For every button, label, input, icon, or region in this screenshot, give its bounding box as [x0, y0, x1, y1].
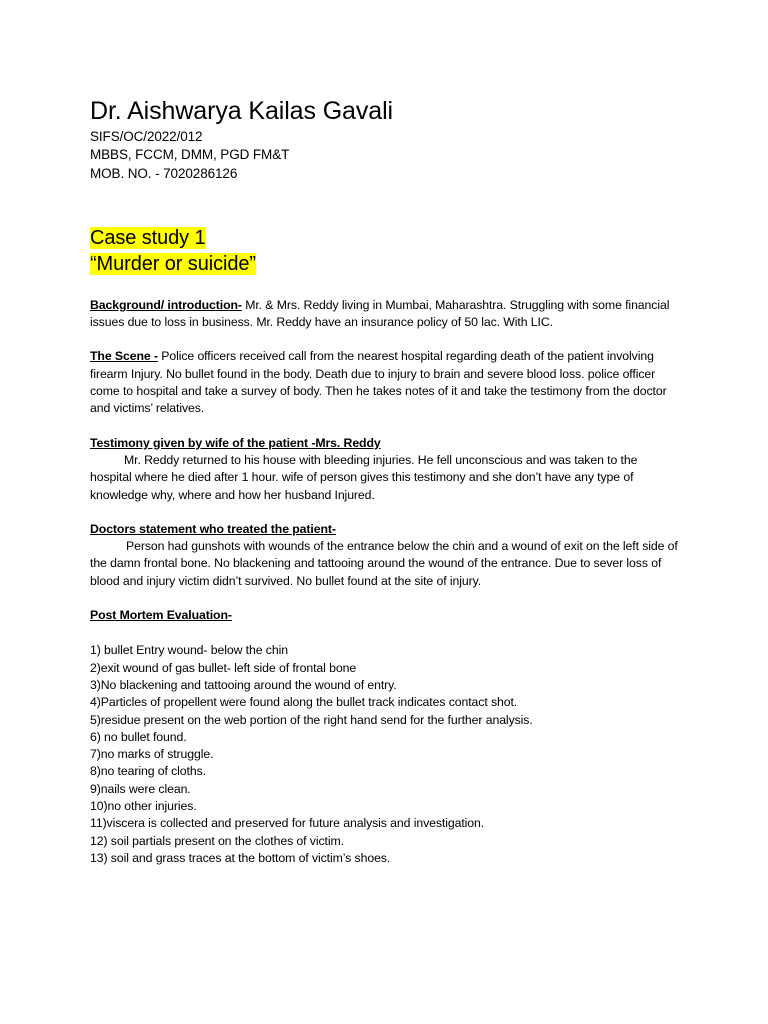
case-title-block: [90, 225, 680, 277]
list-item: 7)no marks of struggle.: [90, 747, 214, 762]
list-item: 2)exit wound of gas bullet- left side of frontal bone: [90, 660, 357, 675]
list-item: 12) soil partials present on the clothes of victim.: [90, 833, 344, 848]
background-text: Mr. & Mrs. Reddy living in Mumbai, Maharashtra. Struggling with some financial issues due to loss in business. Mr. Reddy have an insurance policy of 50 lac. With LIC.: [90, 297, 670, 330]
testimony-text: Mr. Reddy returned to his house with bleeding injuries. He fell unconscious and was taken to the hospital where he died after 1 hour. wife of person gives this testimony and she don’t have any type of knowledge why, where and how her husband Injured.: [90, 452, 638, 502]
post-mortem-heading: Post Mortem Evaluation-: [90, 608, 232, 623]
author-mobile: MOB. NO. - 7020286126: [90, 165, 238, 181]
case-subtitle-text: “Murder or suicide”: [90, 252, 256, 275]
background-heading: Background/ introduction-: [90, 297, 242, 312]
list-item: 6) no bullet found.: [90, 729, 187, 744]
doctor-section: [90, 521, 680, 590]
author-qualifications: MBBS, FCCM, DMM, PGD FM&T: [90, 147, 290, 163]
document-content: [90, 96, 680, 867]
list-item: 11)viscera is collected and preserved for future analysis and investigation.: [90, 816, 485, 831]
scene-text: Police officers received call from the nearest hospital regarding death of the patient involving firearm Injury. No bullet found in the body. Death due to injury to brain and severe blood loss. police officer come to hospital and take a survey of body. Then he takes notes of it and take the testimony from the doctor and victims’ relatives.: [90, 349, 667, 416]
case-subtitle: [90, 251, 680, 277]
scene-section: [90, 348, 680, 417]
post-mortem-section: [90, 607, 680, 867]
testimony-heading: Testimony given by wife of the patient -Mrs. Reddy: [90, 435, 381, 450]
post-mortem-list: [90, 642, 680, 867]
case-title: [90, 225, 680, 251]
background-section: [90, 297, 680, 332]
scene-heading: The Scene -: [90, 349, 158, 364]
list-item: 3)No blackening and tattooing around the wound of entry.: [90, 677, 397, 692]
list-item: 1) bullet Entry wound- below the chin: [90, 643, 288, 658]
author-name: Dr. Aishwarya Kailas Gavali: [90, 97, 393, 125]
list-item: 8)no tearing of cloths.: [90, 764, 206, 779]
author-id: SIFS/OC/2022/012: [90, 129, 203, 144]
case-title-text: Case study 1: [90, 226, 206, 249]
list-item: 4)Particles of propellent were found along the bullet track indicates contact shot.: [90, 695, 518, 710]
testimony-section: [90, 435, 680, 504]
list-item: 5)residue present on the web portion of the right hand send for the further analysis.: [90, 712, 533, 727]
doctor-text: Person had gunshots with wounds of the entrance below the chin and a wound of exit on the left side of the damn frontal bone. No blackening and tattooing around the wound of the entrance. Due to sever loss of blood and injury victim didn’t survived. No bullet found at the site of injury.: [90, 539, 678, 588]
list-item: 9)nails were clean.: [90, 781, 191, 796]
author-block: [90, 96, 680, 183]
list-item: 13) soil and grass traces at the bottom of victim’s shoes.: [90, 850, 391, 865]
list-item: 10)no other injuries.: [90, 799, 197, 814]
doctor-heading: Doctors statement who treated the patient-: [90, 521, 336, 536]
